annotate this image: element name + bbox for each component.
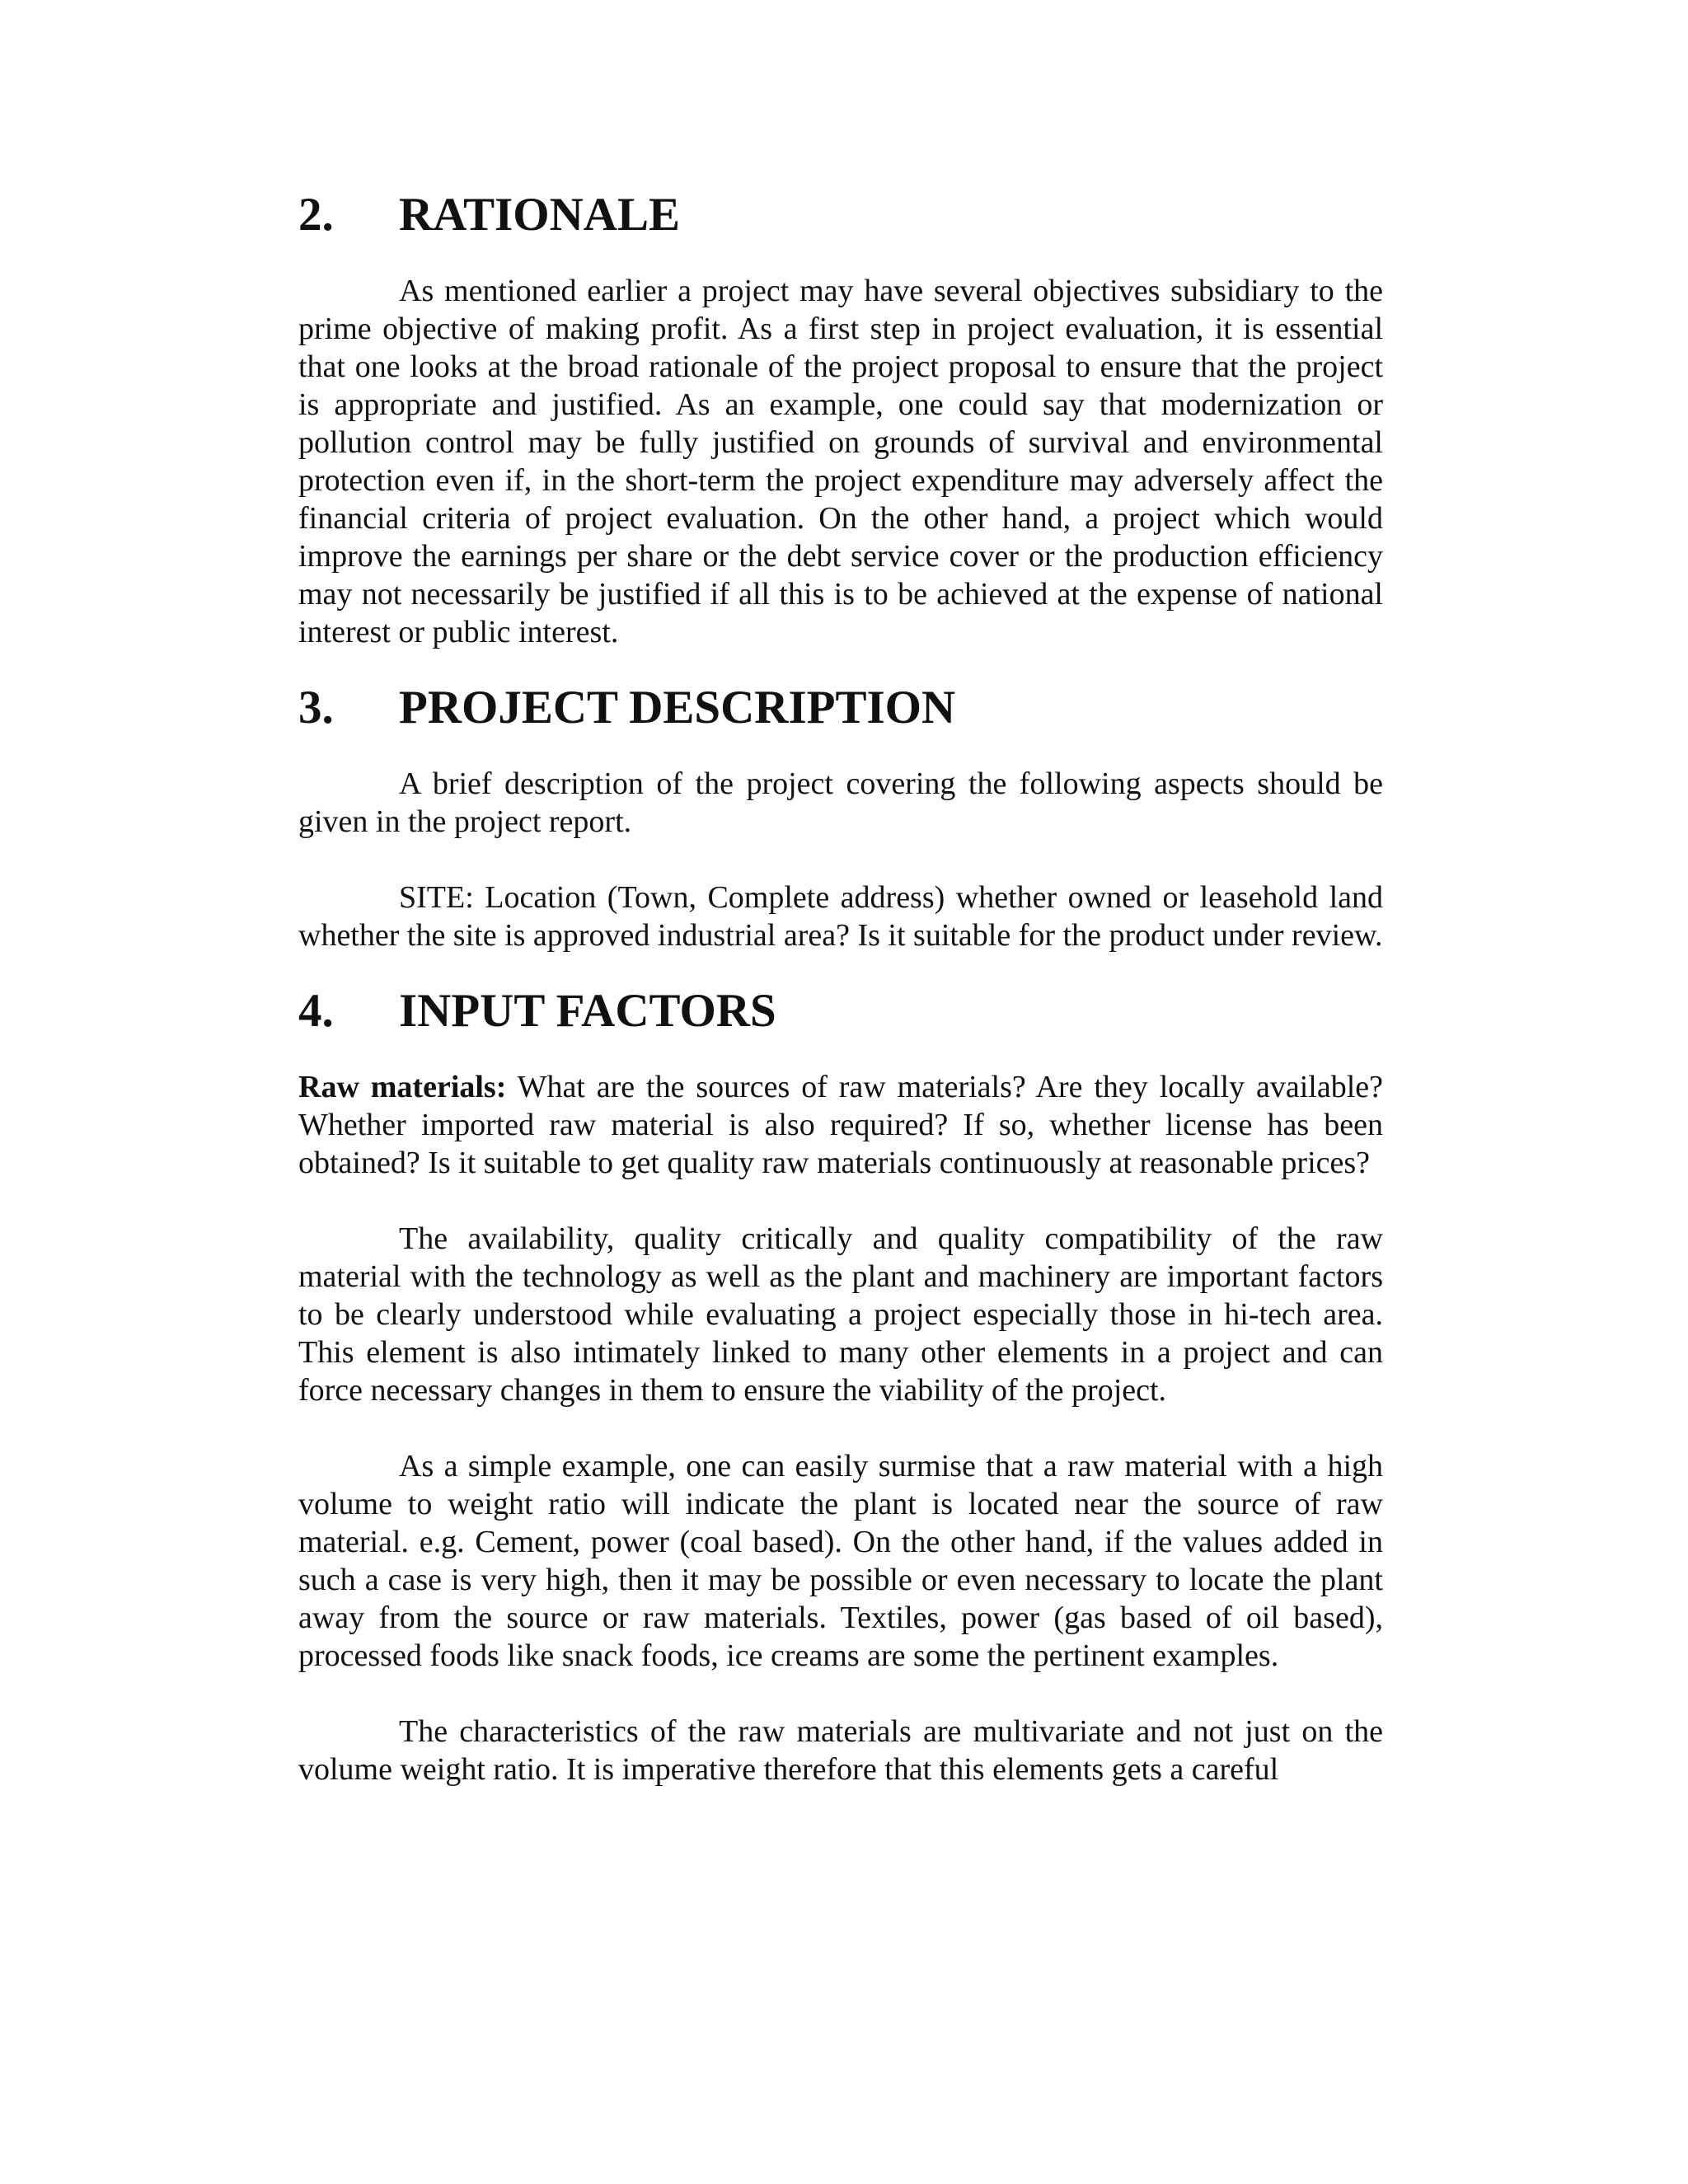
paragraph: As a simple example, one can easily surmise that a raw material with a high volume to weight ratio will indicate the plant is located near the source of raw material. e.g. Cement, power (coal based). On the other hand, if the values added in such a case is very high, then it may be possible or even necessary to locate the plant away from the source or raw materials. Textiles, power (gas based of oil based), processed foods like snack foods, ice creams are some the pertinent examples. [298,1449,1383,1673]
paragraph: SITE: Location (Town, Complete address) whether owned or leasehold land whether the site is approved industrial area? Is it suitable for the product under review. [298,880,1383,953]
section-title: PROJECT DESCRIPTION [399,682,956,733]
document-page [298,189,1383,1788]
paragraph: The availability, quality critically and quality compatibility of the raw material with the technology as well as the plant and machinery are important factors to be clearly understood while evaluating a project especially those in hi-tech area. This element is also intimately linked to many other elements in a project and can force necessary changes in them to ensure the viability of the project. [298,1221,1383,1408]
raw-materials-text: What are the sources of raw materials? Are they locally available? Whether imported raw material is also required? If so, whether license has been obtained? Is it suitable to get quality raw materials continuously at reasonable prices? [298,1070,1383,1180]
raw-materials-paragraph [298,1068,1383,1182]
section-heading-rationale [298,189,1383,241]
raw-materials-label: Raw materials: [298,1070,507,1104]
section-number: 4. [298,985,334,1037]
paragraph: The characteristics of the raw materials are multivariate and not just on the volume weight ratio. It is imperative therefore that this elements gets a careful [298,1714,1383,1787]
section-number: 3. [298,682,334,733]
section-title: INPUT FACTORS [399,985,776,1037]
section-heading-project-description [298,682,1383,733]
section-heading-input-factors [298,985,1383,1037]
section-title: RATIONALE [399,189,680,241]
section-number: 2. [298,189,334,241]
paragraph: A brief description of the project covering the following aspects should be given in the project report. [298,766,1383,839]
paragraph: As mentioned earlier a project may have several objectives subsidiary to the prime objective of making profit. As a first step in project evaluation, it is essential that one looks at the broad rationale of the project proposal to ensure that the project is appropriate and justified. As an example, one could say that modernization or pollution control may be fully justified on grounds of survival and environmental protection even if, in the short-term the project expenditure may adversely affect the financial criteria of project evaluation. On the other hand, a project which would improve the earnings per share or the debt service cover or the production efficiency may not necessarily be justified if all this is to be achieved at the expense of national interest or public interest. [298,274,1383,649]
